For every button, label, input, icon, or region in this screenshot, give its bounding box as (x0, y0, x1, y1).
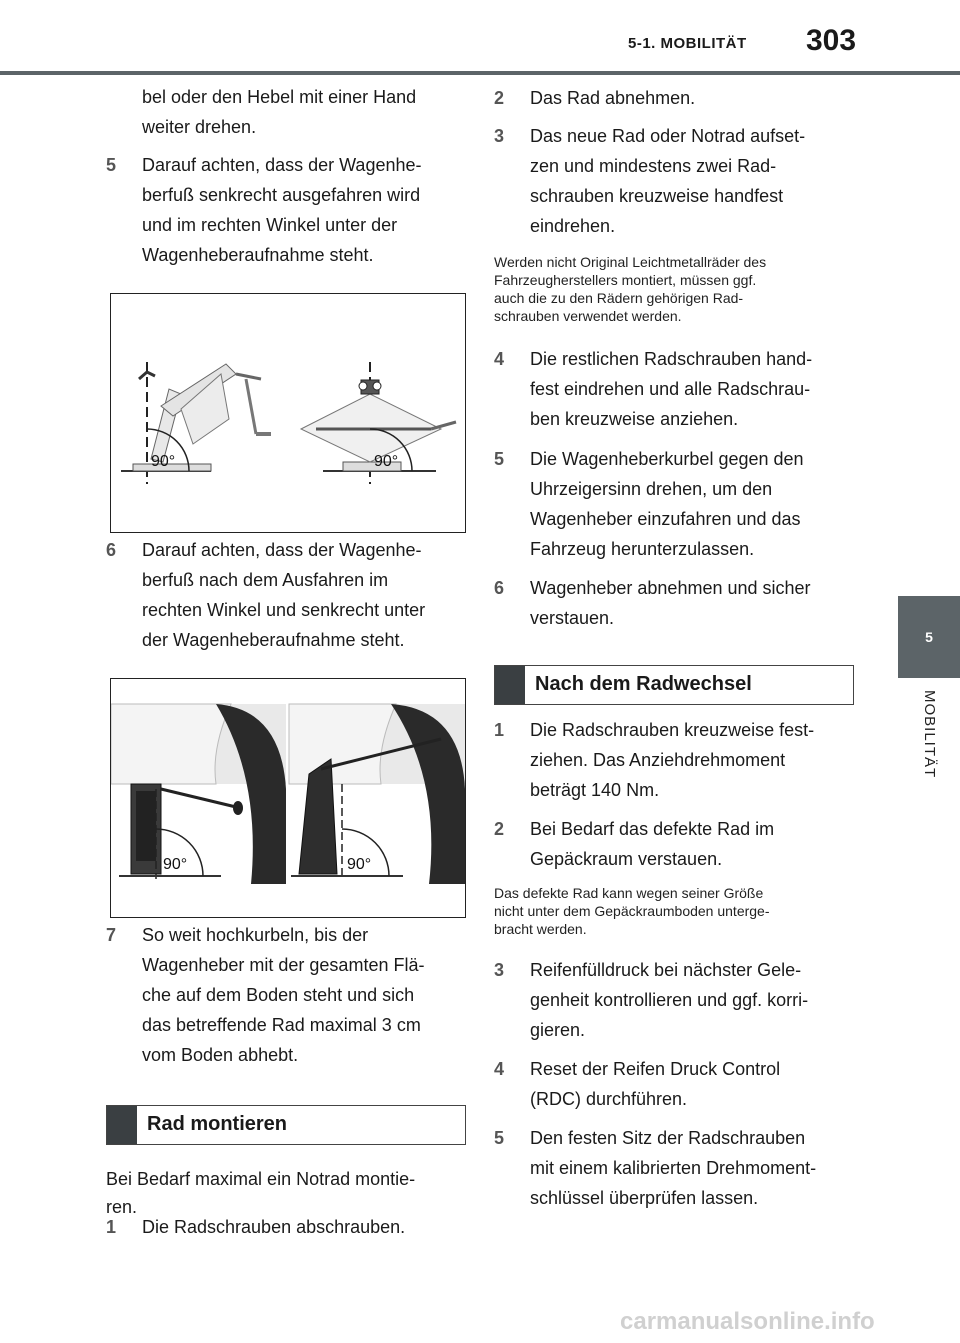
step-text (142, 535, 425, 655)
text-line: Wagenheberaufnahme steht. (142, 245, 374, 265)
step-number: 3 (494, 960, 505, 980)
text-line: Wagenheber mit der gesamten Flä- (142, 955, 425, 975)
text-line: eindrehen. (530, 216, 616, 236)
text-line: berfuß nach dem Ausfahren im (142, 570, 389, 590)
text-line: Wagenheber abnehmen und sicher (530, 578, 811, 598)
step-number: 5 (106, 155, 117, 175)
text-line: fest eindrehen und alle Radschrau- (530, 379, 811, 399)
text-line: verstauen. (530, 608, 615, 628)
text-line: Werden nicht Original Leichtmetallräder des (494, 254, 767, 270)
step-text (530, 715, 814, 805)
step-text (530, 344, 812, 434)
angle-label-right: 90° (347, 856, 372, 873)
step-number: 2 (494, 88, 505, 108)
jack-side-front-illustration (111, 294, 465, 532)
step-number: 5 (494, 1128, 505, 1148)
angle-label-left: 90° (163, 856, 188, 873)
text-line: Wagenheber einzufahren und das (530, 509, 801, 529)
text-line: ren. (106, 1197, 138, 1217)
text-line: vom Boden abhebt. (142, 1045, 299, 1065)
angle-label-right: 90° (374, 453, 399, 470)
step-text (142, 920, 424, 1070)
text-line: und im rechten Winkel unter der (142, 215, 398, 235)
text-line: Reset der Reifen Druck Control (530, 1059, 781, 1079)
step-number: 4 (494, 349, 505, 369)
note-defective-wheel (494, 884, 854, 938)
jack-angle-figure-2 (110, 678, 466, 918)
step-text (530, 955, 808, 1045)
text-line: ben kreuzweise anziehen. (530, 409, 739, 429)
watermark: carmanualsonline.info (620, 1308, 875, 1335)
text-line: zen und mindestens zwei Rad- (530, 156, 777, 176)
text-line: (RDC) durchführen. (530, 1089, 688, 1109)
angle-label-left: 90° (151, 453, 176, 470)
chapter-tab-label: MOBILITÄT (921, 690, 938, 779)
text-line: das betreffende Rad maximal 3 cm (142, 1015, 421, 1035)
note-original-wheels (494, 253, 854, 325)
text-line: Das defekte Rad kann wegen seiner Größe (494, 885, 764, 901)
section-heading-nach-dem-radwechsel (494, 665, 854, 705)
chapter-tab (898, 596, 960, 678)
text-line: rechten Winkel und senkrecht unter (142, 600, 426, 620)
text-line: Uhrzeigersinn drehen, um den (530, 479, 773, 499)
text-line: Die Radschrauben kreuzweise fest- (530, 720, 815, 740)
step-text (530, 83, 695, 113)
step-number: 1 (494, 720, 505, 740)
heading-label: Rad montieren (147, 1113, 288, 1135)
page-number: 303 (806, 24, 857, 57)
text-line: Die restlichen Radschrauben hand- (530, 349, 813, 369)
step-number: 4 (494, 1059, 505, 1079)
text-line: nicht unter dem Gepäckraumboden unterge- (494, 903, 770, 919)
text-line: Bei Bedarf das defekte Rad im (530, 819, 775, 839)
text-line: Den festen Sitz der Radschrauben (530, 1128, 806, 1148)
text-line: auch die zu den Rädern gehörigen Rad- (494, 290, 744, 306)
step-number: 5 (494, 449, 505, 469)
text-line: schlüssel überprüfen lassen. (530, 1188, 759, 1208)
text-line: genheit kontrollieren und ggf. korri- (530, 990, 809, 1010)
text-line: beträgt 140 Nm. (530, 780, 660, 800)
step-number: 6 (494, 578, 505, 598)
text-line: berfuß senkrecht ausgefahren wird (142, 185, 421, 205)
text-line: ziehen. Das Anziehdrehmoment (530, 750, 786, 770)
text-line: bel oder den Hebel mit einer Hand (142, 87, 417, 107)
text-line: mit einem kalibrierten Drehmoment- (530, 1158, 817, 1178)
text-line: Die Wagenheberkurbel gegen den (530, 449, 804, 469)
step-number: 7 (106, 925, 117, 945)
step-text (530, 1123, 816, 1213)
step-text (530, 121, 805, 241)
step-text (530, 573, 811, 633)
text-line: Das Rad abnehmen. (530, 88, 696, 108)
step-number: 1 (106, 1217, 117, 1237)
step-text (530, 1054, 780, 1114)
text-line: Fahrzeug herunterzulassen. (530, 539, 755, 559)
text-line: Das neue Rad oder Notrad aufset- (530, 126, 806, 146)
chapter-title: 5-1. MOBILITÄT (628, 35, 747, 52)
text-line: bracht werden. (494, 921, 587, 937)
text-line: So weit hochkurbeln, bis der (142, 925, 369, 945)
text-line: Fahrzeugherstellers montiert, müssen ggf. (494, 272, 757, 288)
text-line: gieren. (530, 1020, 586, 1040)
text-line: schrauben kreuzweise handfest (530, 186, 784, 206)
step-number: 3 (494, 126, 505, 146)
step-text (142, 150, 422, 270)
jack-angle-figure-1 (110, 293, 466, 533)
chapter-tab-number: 5 (925, 629, 933, 645)
text-line: Gepäckraum verstauen. (530, 849, 723, 869)
step-number: 6 (106, 540, 117, 560)
heading-bar (107, 1106, 137, 1144)
heading-bar (495, 666, 525, 704)
text-line: Reifenfülldruck bei nächster Gele- (530, 960, 802, 980)
text-line: Die Radschrauben abschrauben. (142, 1217, 406, 1237)
text-line: che auf dem Boden steht und sich (142, 985, 415, 1005)
text-line: der Wagenheberaufnahme steht. (142, 630, 405, 650)
step-text (530, 444, 804, 564)
step4-continuation (142, 83, 416, 143)
text-line: weiter drehen. (142, 117, 257, 137)
section-heading-rad-montieren (106, 1105, 466, 1145)
step-text (530, 814, 774, 874)
text-line: Darauf achten, dass der Wagenhe- (142, 540, 422, 560)
jack-under-car-illustration (111, 679, 465, 917)
step-number: 2 (494, 819, 505, 839)
text-line: Bei Bedarf maximal ein Notrad montie- (106, 1169, 416, 1189)
header-rule (0, 71, 960, 75)
step-text (142, 1212, 405, 1242)
text-line: schrauben verwendet werden. (494, 308, 682, 324)
heading-label: Nach dem Radwechsel (535, 673, 752, 695)
text-line: Darauf achten, dass der Wagenhe- (142, 155, 422, 175)
